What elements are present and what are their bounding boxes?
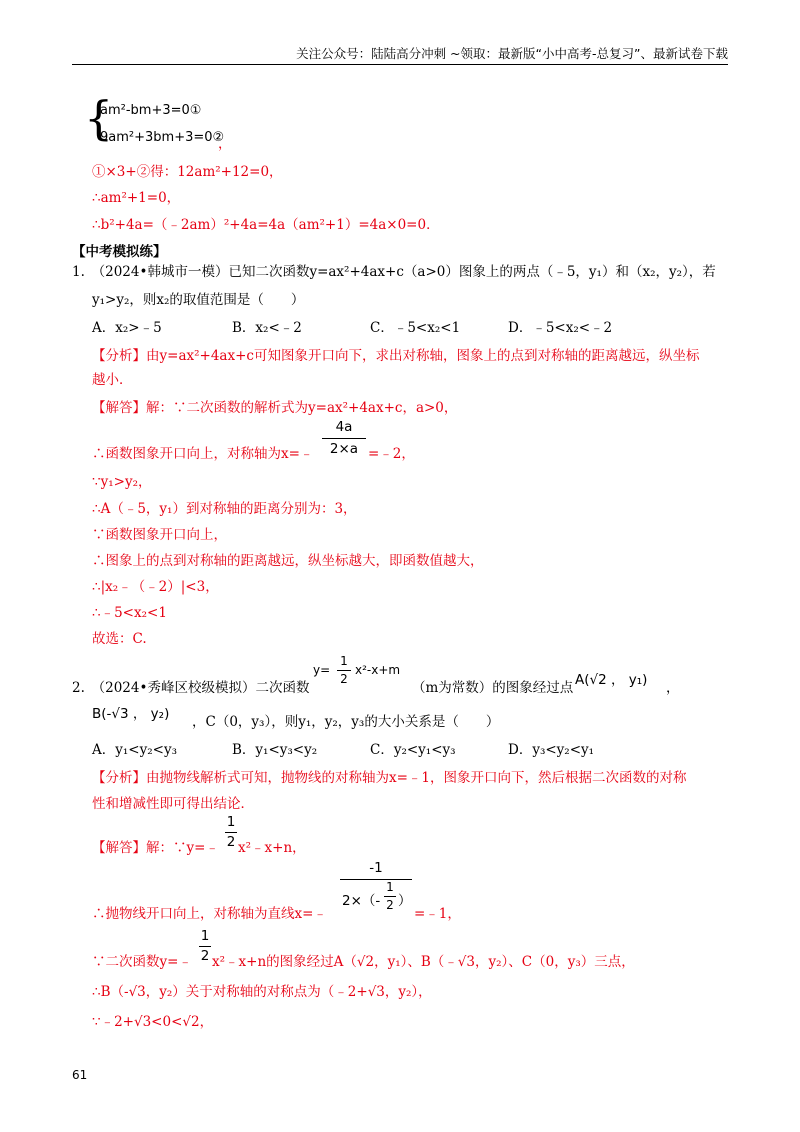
q2-solution-line2b: =﹣1， — [414, 906, 461, 922]
q1-solution-line7: ∴|x₂﹣（﹣2）|<3， — [92, 579, 219, 595]
q2-stem-comma: ， — [666, 680, 680, 696]
page-number: 61 — [72, 1068, 88, 1082]
q2-analysis-line2: 性和增减性即可得出结论． — [92, 796, 254, 812]
q1-option-b: B．x₂<﹣2 — [232, 320, 302, 336]
q2-solution-line2a: ∴抛物线开口向上，对称轴为直线x=﹣ — [92, 906, 327, 922]
q2-sol3-frac-num: 1 — [200, 928, 210, 944]
q2-analysis-line1: 【分析】由抛物线解析式可知，抛物线的对称轴为x=﹣1，图象开口向下，然后根据二次函数的对称 — [92, 770, 687, 786]
q2-sol3-frac-bar — [199, 946, 211, 947]
q2-solution-line3b: x²﹣x+n的图象经过A（√2，y₁）、B（﹣√3，y₂）、C（0，y₃）三点， — [212, 954, 635, 970]
q2-solution-line1b: x²﹣x+n， — [238, 840, 306, 856]
header-divider — [72, 64, 728, 65]
q2-stem-line2: ，C（0，y₃），则y₁，y₂，y₃的大小关系是（ ） — [192, 714, 500, 730]
q1-solution-line1: 【解答】解：∵二次函数的解析式为y=ax²+4ax+c，a>0， — [92, 400, 458, 416]
q1-fraction-bar — [322, 438, 366, 439]
q2-sol2-den-frac-num: 1 — [386, 880, 394, 894]
section-title: 【中考模拟练】 — [72, 244, 167, 260]
system-eq2: 9am²+3bm+3=0② — [100, 130, 225, 145]
prev-solution-line1: ①×3+②得：12am²+12=0， — [92, 164, 283, 180]
q1-fraction-numerator: 4a — [335, 419, 353, 435]
q2-solution-line1a: 【解答】解：∵y=﹣ — [92, 840, 219, 856]
q2-function-y: y= — [313, 663, 331, 677]
q1-stem-line1: 1. （2024•韩城市一模）已知二次函数y=ax²+4ax+c（a>0）图象上的两点（﹣5，y₁）和（x₂，y₂），若 — [72, 264, 716, 280]
q2-sol2-den-a: 2×（- — [342, 893, 381, 909]
q2-function-frac-den: 2 — [340, 672, 348, 686]
q1-solution-line3: ∵y₁>y₂， — [92, 474, 152, 490]
q2-stem-line1b: （m为常数）的图象经过点 — [412, 680, 574, 696]
q1-option-a: A．x₂>﹣5 — [92, 320, 162, 336]
q1-option-d: D．﹣5<x₂<﹣2 — [508, 320, 613, 336]
q2-solution-line5: ∵﹣2+√3<0<√2， — [92, 1014, 214, 1030]
page-header: 关注公众号：陆陆高分冲刺 ~领取：最新版“小中高考-总复习”、最新试卷下载 — [296, 46, 728, 61]
q1-solution-line4: ∴A（﹣5，y₁）到对称轴的距离分别为：3， — [92, 501, 357, 517]
q2-solution-line4: ∴B（-√3，y₂）关于对称轴的对称点为（﹣2+√3，y₂）， — [92, 984, 432, 1000]
q1-solution-line2a: ∴函数图象开口向上，对称轴为x=﹣ — [92, 446, 314, 462]
q2-function-frac-bar — [337, 670, 351, 671]
q1-answer: 故选：C. — [92, 631, 147, 647]
q2-sol1-frac-bar — [225, 832, 237, 833]
q1-analysis-line1: 【分析】由y=ax²+4ax+c可知图象开口向下，求出对称轴，图象上的点到对称轴的距离越远，纵坐标 — [92, 348, 700, 364]
q2-sol3-frac-den: 2 — [200, 948, 210, 964]
q2-solution-line3a: ∵二次函数y=﹣ — [92, 954, 192, 970]
prev-solution-line3: ∴b²+4a=（﹣2am）²+4a=4a（am²+1）=4a×0=0． — [92, 217, 440, 233]
q2-option-c: C．y₂<y₁<y₃ — [370, 742, 456, 758]
q2-sol2-den-b: ） — [398, 893, 412, 909]
q2-sol2-frac-bar — [340, 879, 412, 880]
prev-solution-line2: ∴am²+1=0， — [92, 190, 181, 206]
q2-point-a: A(√2 ， y₁) — [575, 672, 648, 688]
q2-function-frac-num: 1 — [340, 654, 348, 668]
q2-option-a: A．y₁<y₂<y₃ — [92, 742, 177, 758]
q2-sol1-frac-num: 1 — [226, 814, 236, 830]
q1-solution-line6: ∴图象上的点到对称轴的距离越远，纵坐标越大，即函数值越大， — [92, 553, 484, 569]
q2-function-rest: x²-x+m — [355, 663, 401, 677]
system-brace: { — [84, 91, 114, 145]
q2-sol2-den-frac-bar — [384, 896, 396, 897]
q1-option-c: C．﹣5<x₂<1 — [370, 320, 461, 336]
q2-option-d: D．y₃<y₂<y₁ — [508, 742, 595, 758]
q1-analysis-line2: 越小． — [92, 372, 133, 388]
q1-solution-line5: ∵函数图象开口向上， — [92, 527, 227, 543]
q2-sol2-frac-num: -1 — [369, 860, 383, 876]
q1-stem-line2: y₁>y₂，则x₂的取值范围是（ ） — [92, 292, 305, 308]
q2-sol2-den-frac-den: 2 — [386, 898, 394, 912]
q2-point-b: B(-√3 ， y₂) — [92, 706, 170, 722]
q2-option-b: B．y₁<y₃<y₂ — [232, 742, 318, 758]
q1-fraction-denominator: 2×a — [329, 441, 359, 457]
q2-stem-line1a: 2. （2024•秀峰区校级模拟）二次函数 — [72, 680, 310, 696]
system-eq1: am²-bm+3=0① — [100, 103, 202, 118]
q1-solution-line2b: =﹣2， — [368, 446, 415, 462]
q2-sol1-frac-den: 2 — [226, 834, 236, 850]
system-comma: ， — [218, 136, 232, 152]
q1-solution-line8: ∴﹣5<x₂<1 — [92, 605, 167, 621]
